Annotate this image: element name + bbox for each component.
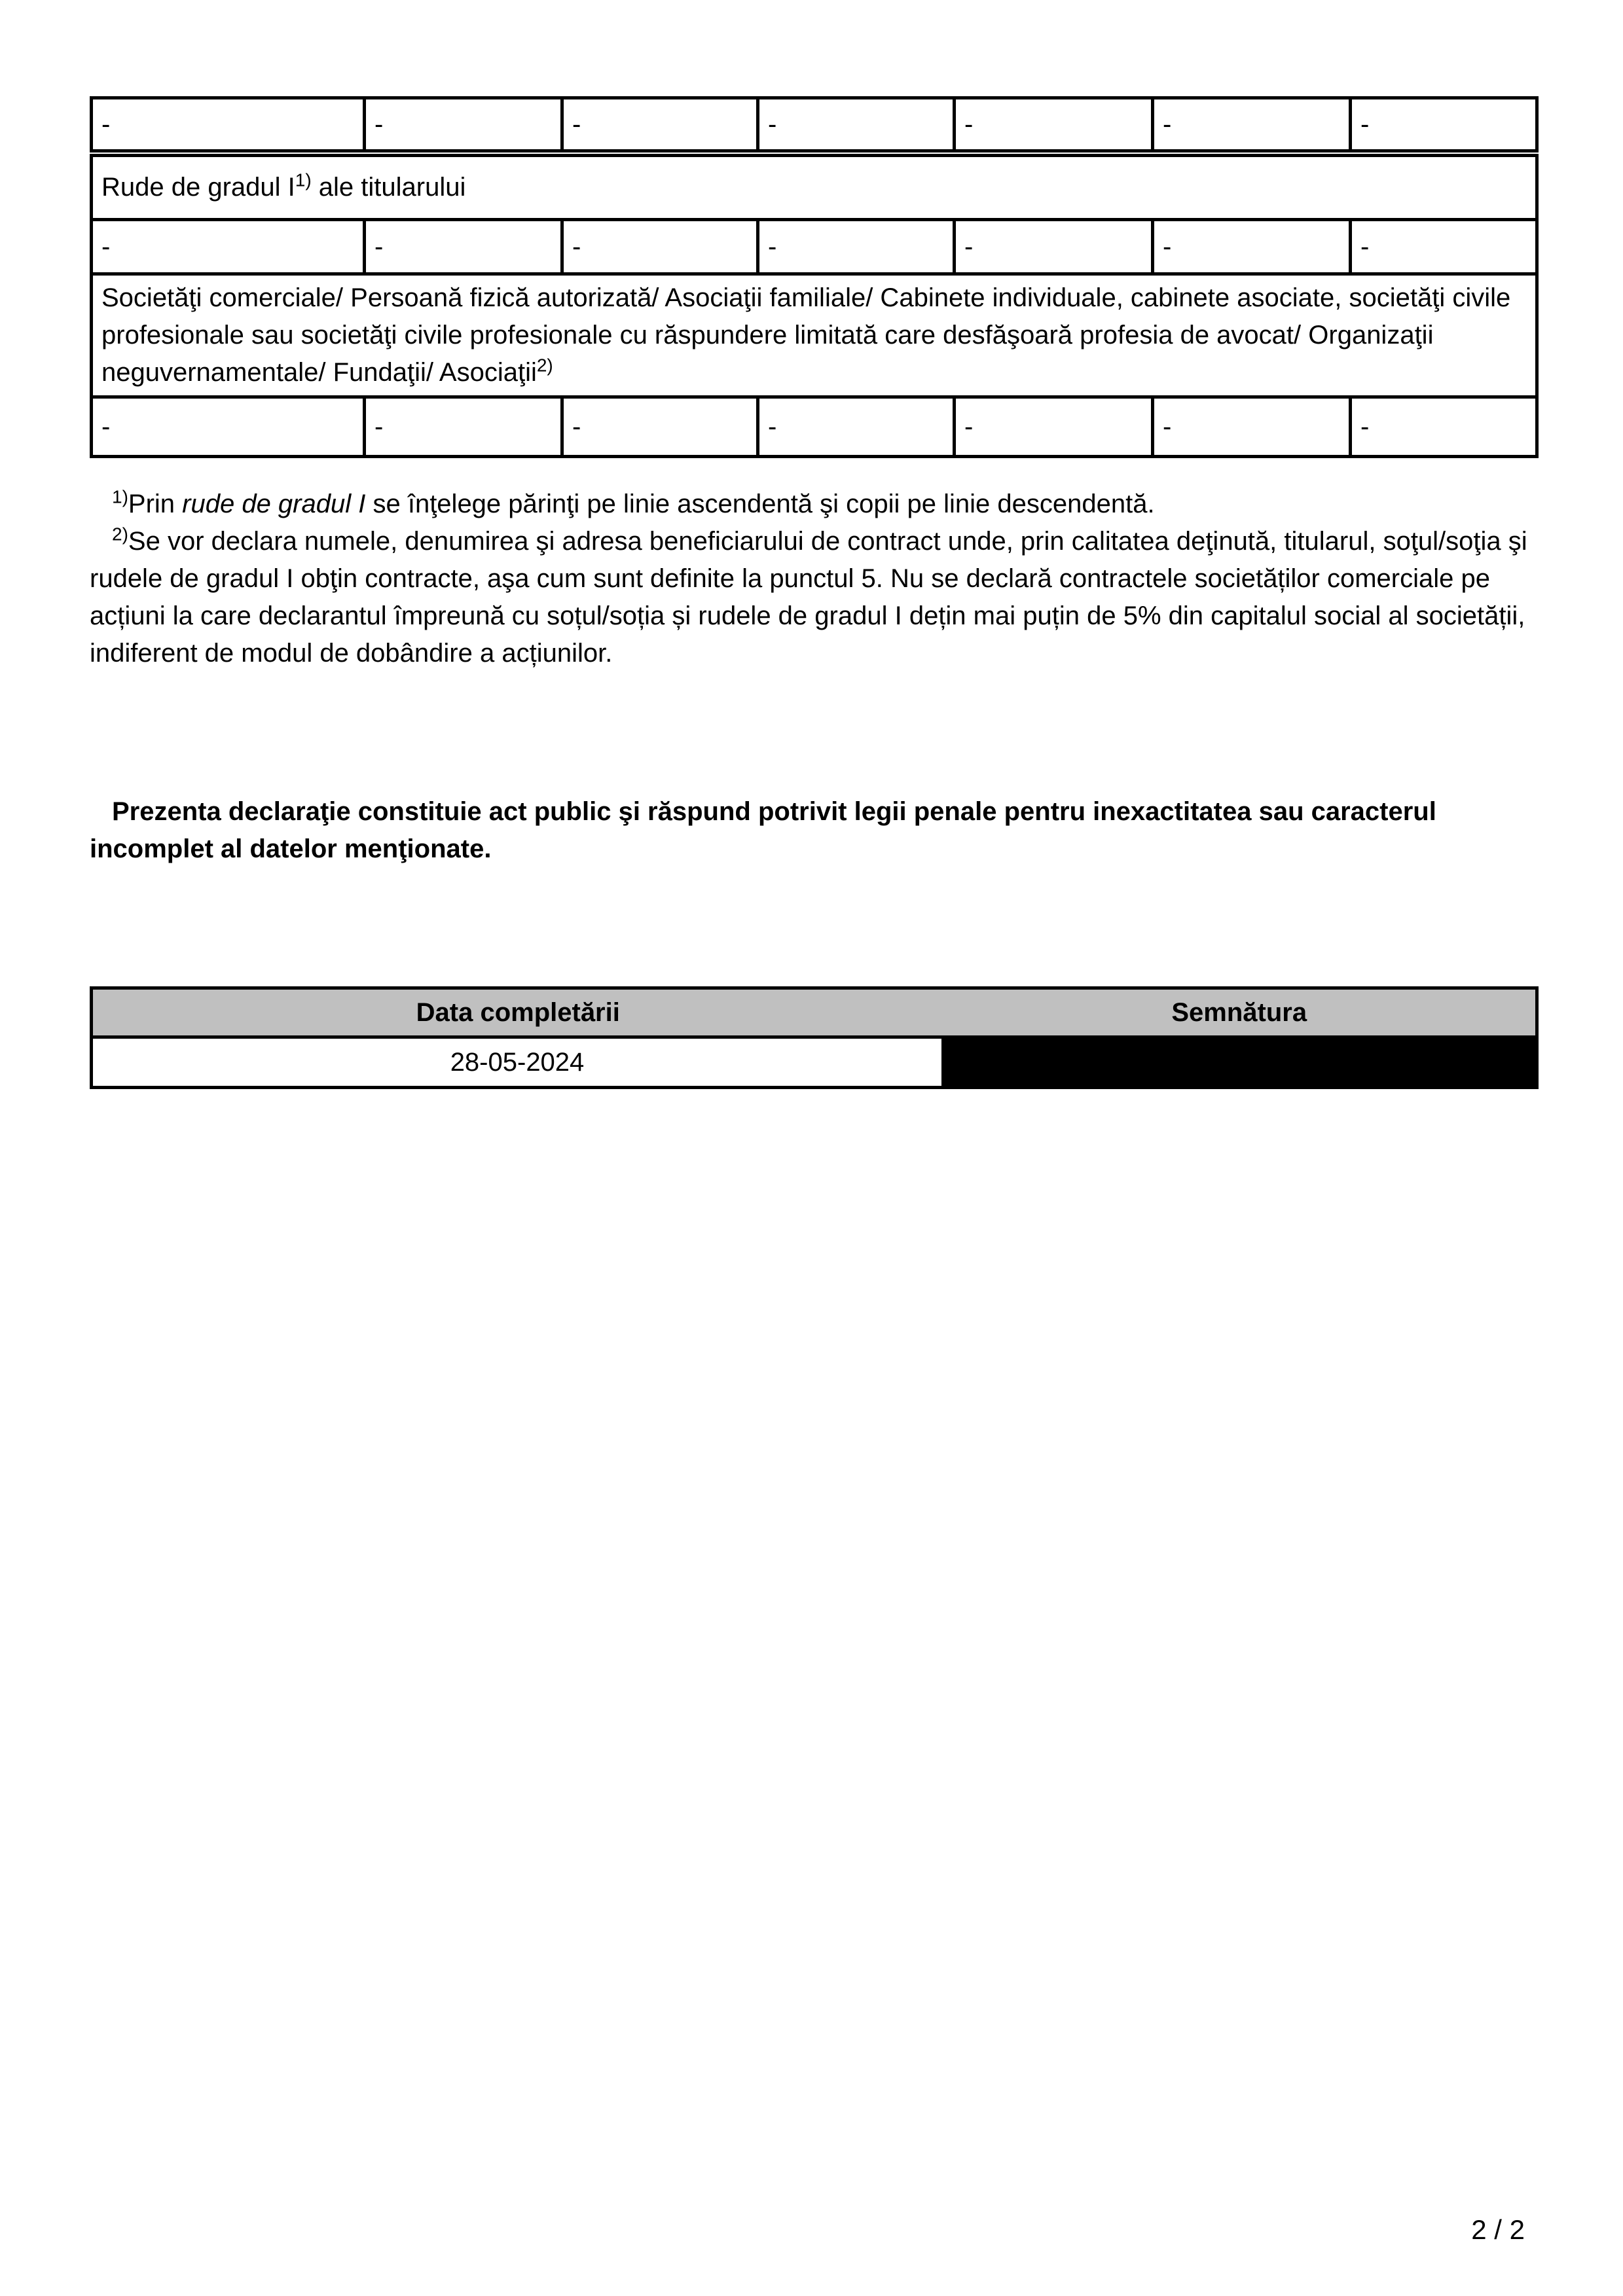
section-header-row bbox=[92, 156, 1537, 220]
relatives-section-header bbox=[92, 156, 1537, 220]
legal-declaration-block bbox=[90, 793, 1540, 868]
table-cell: - bbox=[955, 220, 1153, 274]
table-cell: - bbox=[562, 397, 758, 457]
table-cell: - bbox=[365, 98, 562, 151]
table-cell: - bbox=[1153, 397, 1351, 457]
companies-header-text: Societăţi comerciale/ Persoană fizică autorizată/ Asociaţii familiale/ Cabinete individuale, cabinete asociate, societăţi civile profesionale sau societăţi civile profesionale cu răspundere limitată care desfăşoară profesia de avocat/ Organizaţii neguvernamentale/ Fundaţii/ Asociaţii bbox=[101, 283, 1511, 387]
companies-section-header bbox=[92, 274, 1537, 397]
relatives-header-text: Rude de gradul I bbox=[101, 173, 295, 202]
table-cell: - bbox=[92, 220, 365, 274]
section-header-row bbox=[92, 274, 1537, 397]
signature-table-value-row bbox=[92, 1037, 1537, 1088]
table-row bbox=[92, 98, 1537, 151]
footnote-2-marker: 2) bbox=[112, 524, 128, 545]
table-cell: - bbox=[92, 397, 365, 457]
table-cell: - bbox=[1153, 98, 1351, 151]
table-cell: - bbox=[955, 397, 1153, 457]
table-cell: - bbox=[758, 220, 955, 274]
table-cell: - bbox=[1351, 397, 1537, 457]
signature-header: Semnătura bbox=[943, 988, 1537, 1037]
contracts-table-continuation bbox=[90, 96, 1539, 152]
date-completed-header: Data completării bbox=[92, 988, 943, 1037]
page-number: 2 / 2 bbox=[1471, 2214, 1525, 2245]
date-signature-table bbox=[90, 986, 1539, 1089]
signature-redacted-cell bbox=[943, 1037, 1537, 1088]
table-cell: - bbox=[758, 397, 955, 457]
table-row bbox=[92, 220, 1537, 274]
table-cell: - bbox=[365, 220, 562, 274]
footnote-1-marker: 1) bbox=[112, 486, 128, 507]
footnote-1 bbox=[90, 486, 1540, 523]
footnote-1-text-post: se înţelege părinţi pe linie ascendentă şi copii pe linie descendentă. bbox=[365, 490, 1155, 518]
table-cell: - bbox=[1351, 220, 1537, 274]
table-cell: - bbox=[365, 397, 562, 457]
table-cell: - bbox=[758, 98, 955, 151]
footnote-1-reference: 1) bbox=[295, 170, 312, 190]
footnotes-block bbox=[90, 486, 1540, 672]
interests-sections-table bbox=[90, 154, 1539, 458]
table-cell: - bbox=[1153, 220, 1351, 274]
footnote-1-text: Prin bbox=[128, 490, 183, 518]
signature-table-header-row bbox=[92, 988, 1537, 1037]
table-cell: - bbox=[562, 98, 758, 151]
table-cell: - bbox=[955, 98, 1153, 151]
footnote-1-italic-text: rude de gradul I bbox=[182, 490, 366, 518]
footnote-2 bbox=[90, 523, 1540, 672]
table-cell: - bbox=[1351, 98, 1537, 151]
date-completed-value: 28-05-2024 bbox=[92, 1037, 943, 1088]
footnote-2-text: Se vor declara numele, denumirea şi adresa beneficiarului de contract unde, prin calitatea deţinută, titularul, soţul/soţia şi rudele de gradul I obţin contracte, aşa cum sunt definite la punctul 5. Nu se declară contractele societăților comerciale pe acțiuni la care declarantul împreună cu soțul/soția și rudele de gradul I dețin mai puțin de 5% din capitalul social al societății, indiferent de modul de dobândire a acțiunilor. bbox=[90, 527, 1527, 668]
table-cell: - bbox=[92, 98, 365, 151]
legal-declaration-text: Prezenta declaraţie constituie act public şi răspund potrivit legii penale pentru inexactitatea sau caracterul incomplet al datelor menţionate. bbox=[90, 797, 1436, 863]
table-cell: - bbox=[562, 220, 758, 274]
relatives-header-text-post: ale titularului bbox=[311, 173, 466, 202]
table-row bbox=[92, 397, 1537, 457]
footnote-2-reference: 2) bbox=[536, 355, 553, 376]
